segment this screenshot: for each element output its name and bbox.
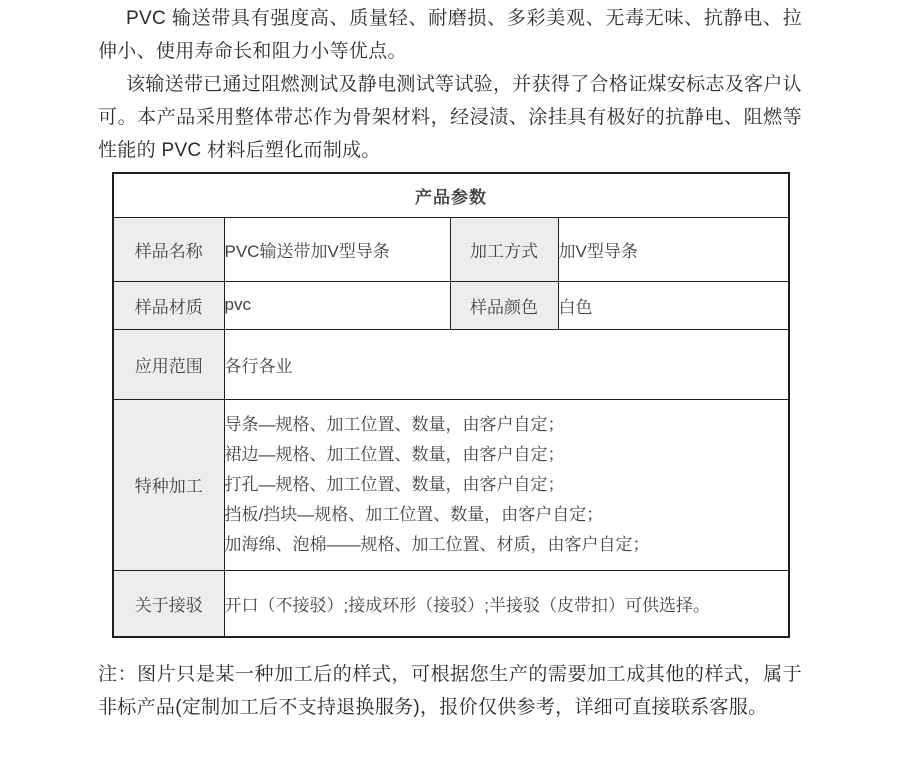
special-processing-label: 特种加工 xyxy=(113,399,224,570)
sample-color-label: 样品颜色 xyxy=(450,281,558,329)
sample-color-value: 白色 xyxy=(558,281,789,329)
custom-product-note: 注：图片只是某一种加工后的样式，可根据您生产的需要加工成其他的样式，属于非标产品(定制加工后不支持退换服务)，报价仅供参考，详细可直接联系客服。 xyxy=(98,664,802,718)
special-processing-line: 导条—规格、加工位置、数量，由客户自定； xyxy=(224,414,565,434)
sample-material-value: pvc xyxy=(224,281,450,329)
table-row-sample-name xyxy=(113,217,789,281)
application-scope-value: 各行各业 xyxy=(224,329,789,399)
product-params-table xyxy=(112,172,790,638)
table-row-joint xyxy=(113,570,789,637)
sample-name-value: PVC输送带加V型导条 xyxy=(224,217,450,281)
sample-material-label: 样品材质 xyxy=(113,281,224,329)
product-intro xyxy=(98,2,802,167)
special-processing-value xyxy=(224,399,789,570)
process-method-value: 加V型导条 xyxy=(558,217,789,281)
table-row-application-scope xyxy=(113,329,789,399)
application-scope-label: 应用范围 xyxy=(113,329,224,399)
special-processing-line: 挡板/挡块—规格、加工位置、数量，由客户自定； xyxy=(224,504,604,524)
special-processing-line: 加海绵、泡棉——规格、加工位置、材质，由客户自定； xyxy=(224,534,650,554)
intro-paragraph-advantages: PVC 输送带具有强度高、质量轻、耐磨损、多彩美观、无毒无味、抗静电、拉伸小、使用寿命长和阻力小等优点。 xyxy=(98,8,802,62)
table-title: 产品参数 xyxy=(113,173,789,217)
joint-value: 开口（不接驳）;接成环形（接驳）;半接驳（皮带扣）可供选择。 xyxy=(224,570,789,637)
special-processing-line: 裙边—规格、加工位置、数量，由客户自定； xyxy=(224,444,565,464)
joint-label: 关于接驳 xyxy=(113,570,224,637)
process-method-label: 加工方式 xyxy=(450,217,558,281)
special-processing-line: 打孔—规格、加工位置、数量，由客户自定； xyxy=(224,474,565,494)
table-title-row xyxy=(113,173,789,217)
sample-name-label: 样品名称 xyxy=(113,217,224,281)
content-column xyxy=(98,2,802,724)
table-row-material-color xyxy=(113,281,789,329)
table-row-special-processing xyxy=(113,399,789,570)
intro-paragraph-certification: 该输送带已通过阻燃测试及静电测试等试验，并获得了合格证煤安标志及客户认可。本产品采用整体带芯作为骨架材料，经浸渍、涂挂具有极好的抗静电、阻燃等性能的 PVC 材料后塑化而制成。 xyxy=(98,74,802,161)
